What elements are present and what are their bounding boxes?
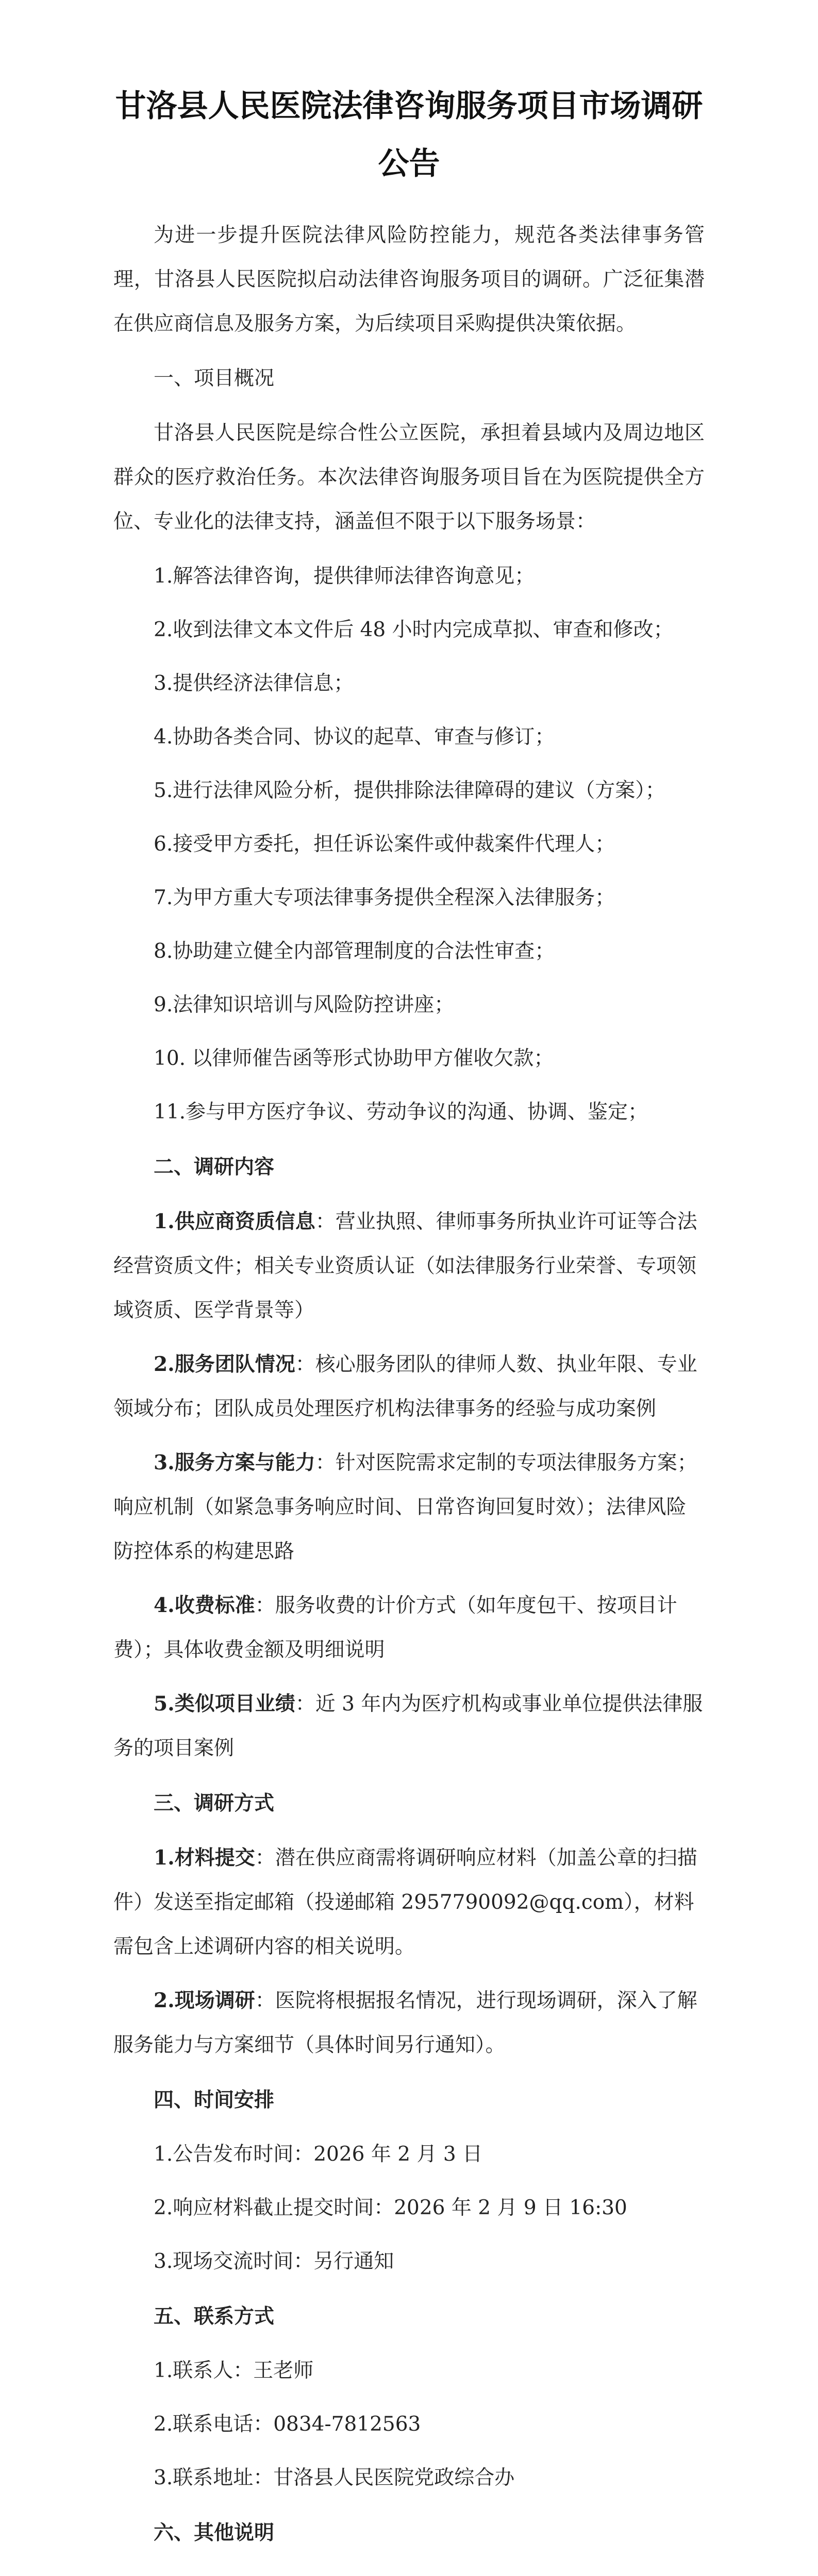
list-item (113, 1342, 705, 1431)
item-text: 服务收费的计价方式（如年度包干、按项目计费）；具体收费金额及明细说明 (113, 1594, 677, 1662)
list-item: 4.协助各类合同、协议的起草、审查与修订； (154, 725, 555, 749)
section-heading-schedule: 四、时间安排 (154, 2088, 275, 2112)
item-label: 5.类似项目业绩 (154, 1692, 295, 1716)
list-item: 8.协助建立健全内部管理制度的合法性审查； (154, 940, 555, 963)
list-item: 6.接受甲方委托，担任诉讼案件或仲裁案件代理人； (154, 833, 615, 856)
item-label: 2.现场调研 (154, 1989, 255, 2012)
list-item: 1.公告发布时间：2026 年 2 月 3 日 (154, 2143, 483, 2166)
document-body (113, 213, 705, 2576)
list-item: 7.为甲方重大专项法律事务提供全程深入法律服务； (154, 886, 615, 909)
section-heading-other: 六、其他说明 (154, 2521, 275, 2545)
item-text: 核心服务团队的律师人数、执业年限、专业领域分布；团队成员处理医疗机构法律事务的经验与成功案例 (113, 1353, 697, 1420)
list-item (113, 1978, 705, 2067)
list-item: 3.联系地址：甘洛县人民医院党政综合办 (154, 2466, 515, 2489)
page-title: 甘洛县人民医院法律咨询服务项目市场调研公告 (115, 88, 703, 182)
item-label: 3.服务方案与能力 (154, 1451, 315, 1475)
list-item: 2.联系电话：0834-7812563 (154, 2413, 421, 2436)
list-item: 1.联系人：王老师 (154, 2359, 314, 2382)
item-text: 近 3 年内为医疗机构或事业单位提供法律服务的项目案例 (113, 1692, 703, 1760)
list-item: 11.参与甲方医疗争议、劳动争议的沟通、协调、鉴定； (154, 1100, 648, 1124)
overview-paragraph: 甘洛县人民医院是综合性公立医院，承担着县域内及周边地区群众的医疗救治任务。本次法律咨询服务项目旨在为医院提供全方位、专业化的法律支持，涵盖但不限于以下服务场景： (113, 421, 705, 533)
list-item: 3.提供经济法律信息； (154, 672, 354, 695)
item-separator: ： (315, 1451, 336, 1475)
list-item (113, 1836, 705, 1969)
list-item (113, 1583, 705, 1672)
item-text: 针对医院需求定制的专项法律服务方案；响应机制（如紧急事务响应时间、日常咨询回复时效）；法律风险防控体系的构建思路 (113, 1451, 697, 1563)
item-separator: ： (295, 1692, 315, 1716)
item-separator: ： (255, 1989, 275, 2012)
item-label: 1.材料提交 (154, 1846, 255, 1870)
item-text: 营业执照、律师事务所执业许可证等合法经营资质文件；相关专业资质认证（如法律服务行业荣誉、专项领域资质、医学背景等） (113, 1210, 697, 1322)
list-item (113, 2565, 705, 2576)
item-label: 1.供应商资质信息 (154, 1210, 315, 1233)
list-item (113, 1440, 705, 1574)
item-separator: ： (295, 1353, 315, 1376)
item-label: 2.服务团队情况 (154, 1352, 295, 1376)
item-separator: ： (255, 1594, 275, 1617)
list-item: 9.法律知识培训与风险防控讲座； (154, 993, 455, 1016)
item-text: 潜在供应商需将调研响应材料（加盖公章的扫描件）发送至指定邮箱（投递邮箱 2957790092@qq.com），材料需包含上述调研内容的相关说明。 (113, 1846, 697, 1958)
list-item: 2.响应材料截止提交时间：2026 年 2 月 9 日 16:30 (154, 2196, 627, 2219)
section-heading-research-content: 二、调研内容 (154, 1155, 275, 1179)
intro-paragraph: 为进一步提升医院法律风险防控能力，规范各类法律事务管理，甘洛县人民医院拟启动法律咨询服务项目的调研。广泛征集潜在供应商信息及服务方案，为后续项目采购提供决策依据。 (113, 224, 705, 335)
item-separator: ： (315, 1210, 336, 1233)
section-heading-overview: 一、项目概况 (154, 367, 275, 390)
item-label: 4.收费标准 (154, 1594, 255, 1617)
section-heading-method: 三、调研方式 (154, 1791, 275, 1815)
list-item: 3.现场交流时间：另行通知 (154, 2250, 394, 2273)
item-separator: ： (255, 1846, 275, 1870)
list-item (113, 1682, 705, 1771)
list-item: 1.解答法律咨询，提供律师法律咨询意见； (154, 565, 535, 588)
list-item: 2.收到法律文本文件后 48 小时内完成草拟、审查和修改； (154, 618, 674, 641)
section-heading-contact: 五、联系方式 (154, 2304, 275, 2328)
list-item: 10. 以律师催告函等形式协助甲方催收欠款； (154, 1047, 554, 1070)
item-text: 医院将根据报名情况，进行现场调研，深入了解服务能力与方案细节（具体时间另行通知）。 (113, 1989, 697, 2057)
list-item: 5.进行法律风险分析，提供排除法律障碍的建议（方案）； (154, 779, 665, 802)
list-item (113, 1199, 705, 1333)
